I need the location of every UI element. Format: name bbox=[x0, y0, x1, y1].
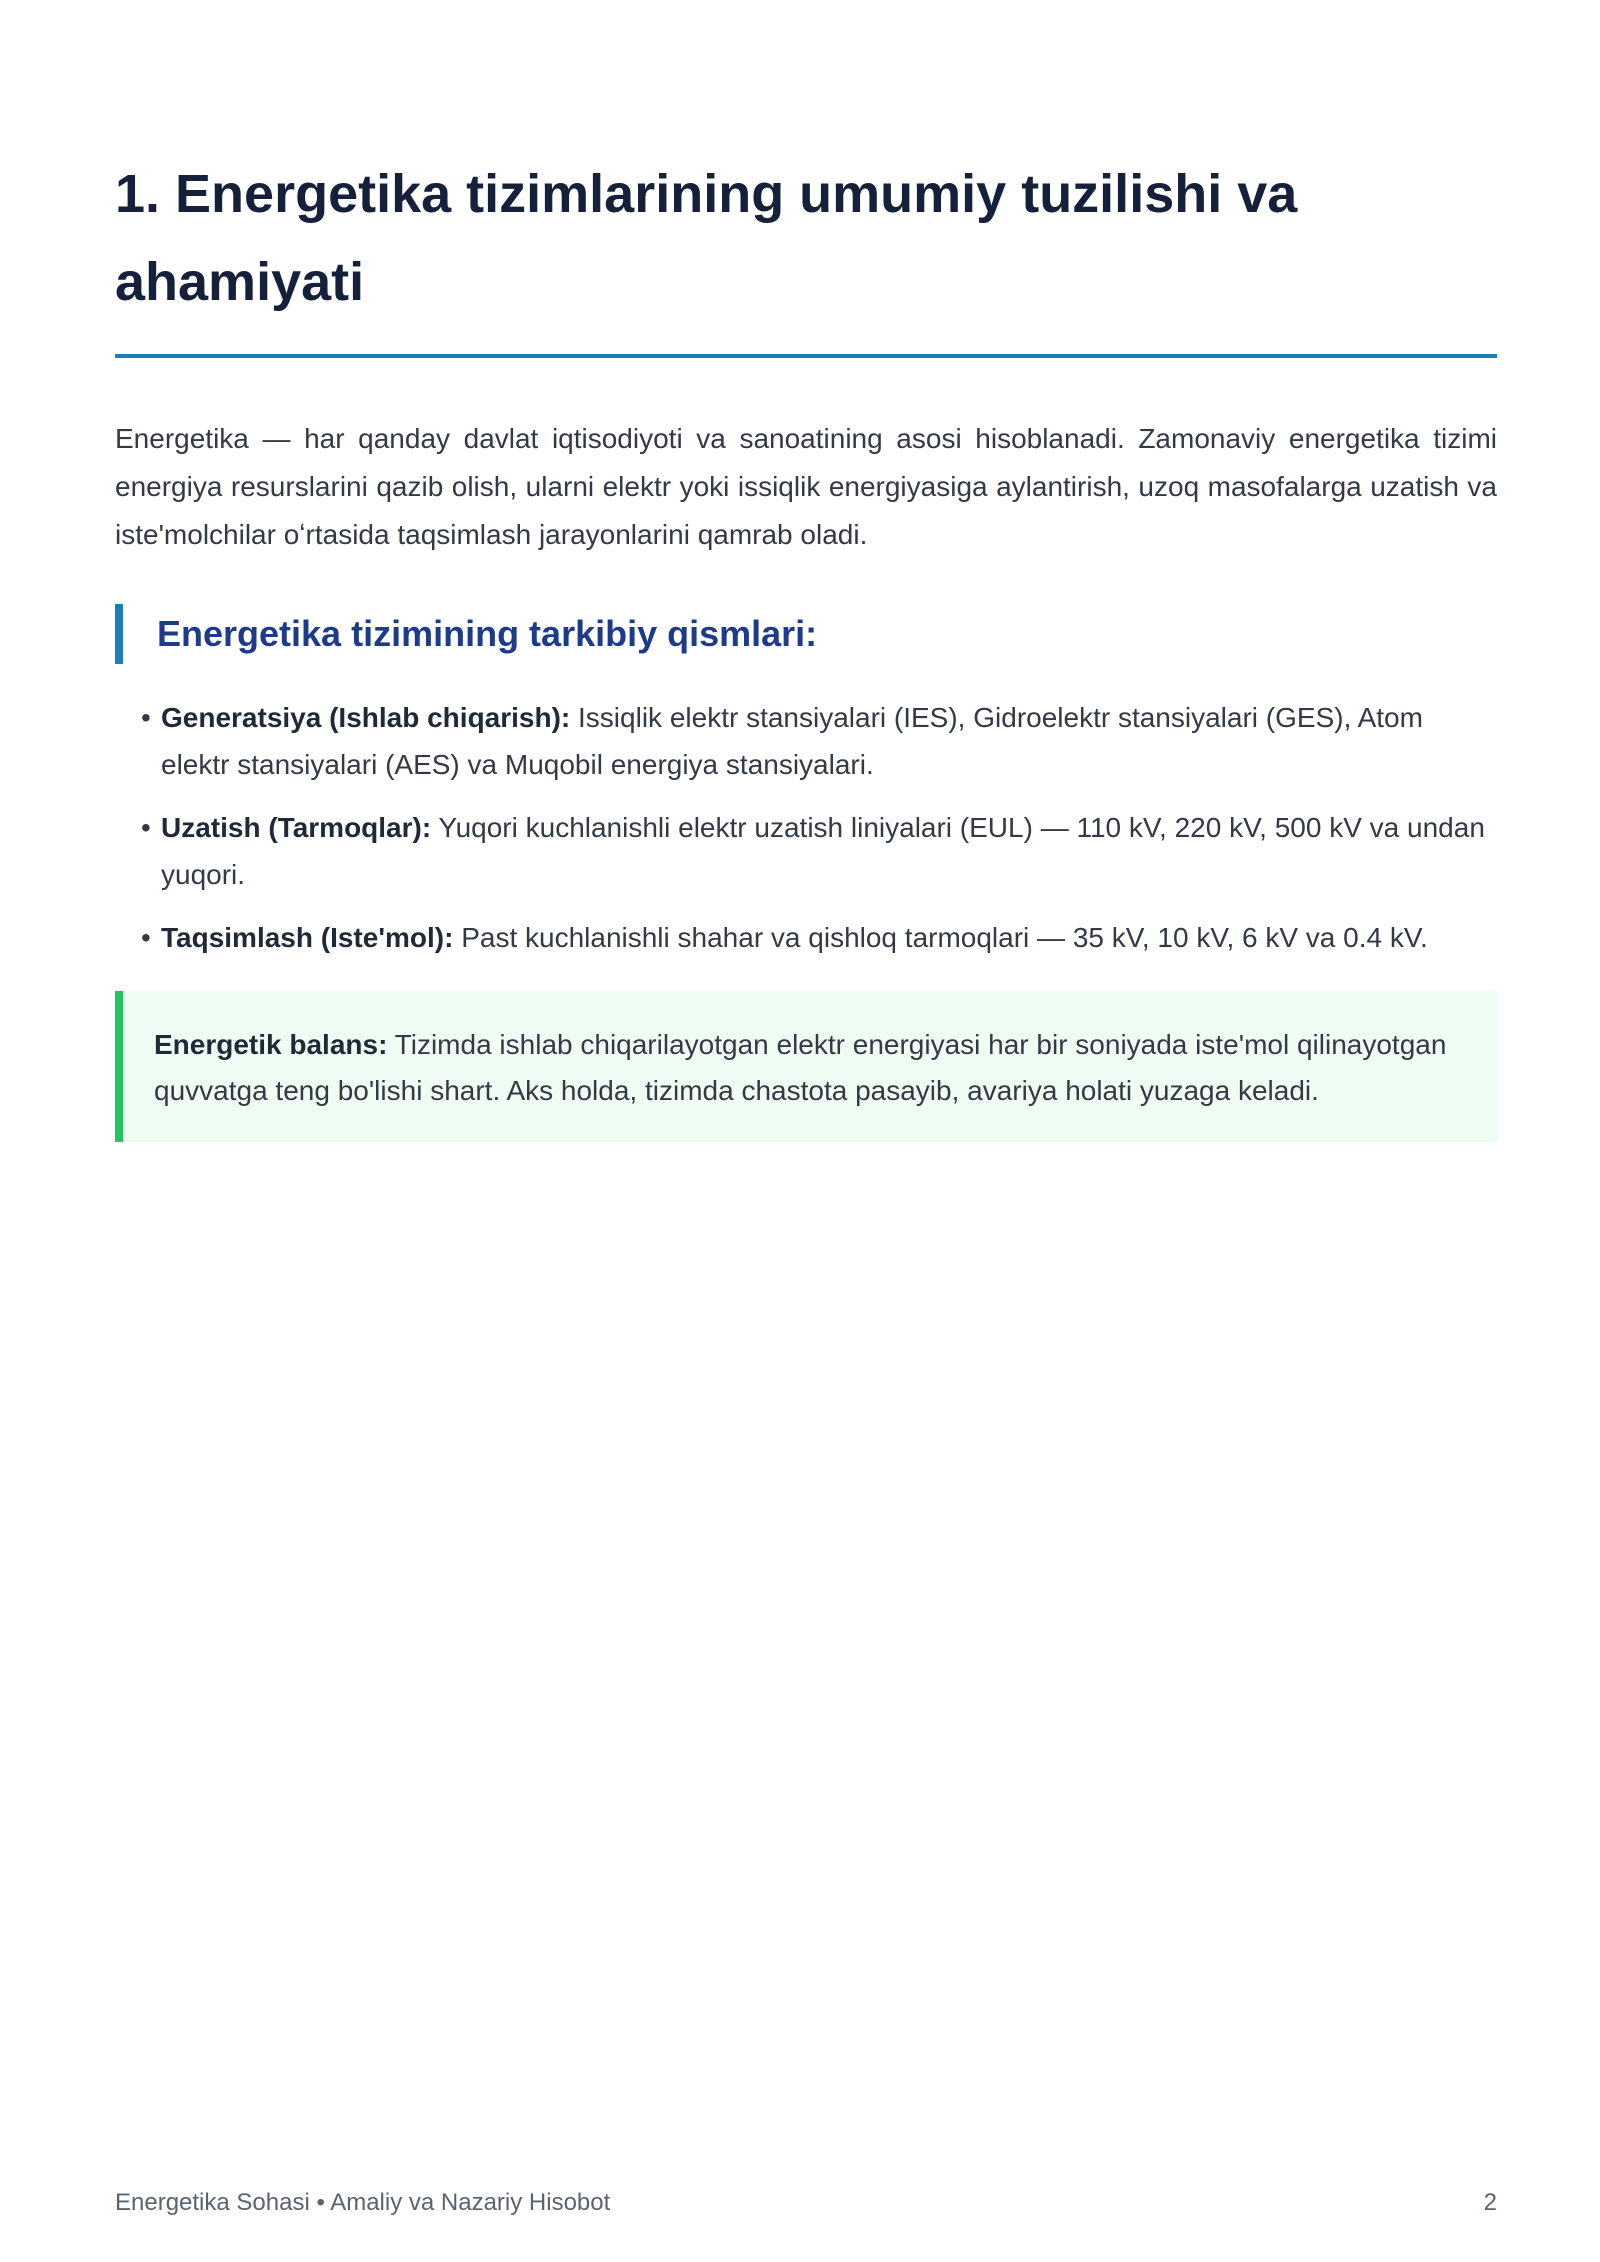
list-item-term: Generatsiya (Ishlab chiqarish): bbox=[161, 702, 571, 733]
footer-title: Energetika Sohasi • Amaliy va Nazariy Hisobot bbox=[115, 2189, 611, 2216]
list-item-text: Yuqori kuchlanishli elektr uzatish liniyalari (EUL) — 110 kV, 220 kV, 500 kV va undan yuqori. bbox=[161, 812, 1485, 890]
list-item-text: Past kuchlanishli shahar va qishloq tarmoqlari — 35 kV, 10 kV, 6 kV va 0.4 kV. bbox=[453, 922, 1428, 953]
note-term: Energetik balans: bbox=[154, 1029, 388, 1060]
document-page bbox=[115, 150, 1497, 1142]
list-item-term: Uzatish (Tarmoqlar): bbox=[161, 812, 432, 843]
list-item bbox=[141, 804, 1497, 898]
note-text: Tizimda ishlab chiqarilayotgan elektr energiyasi har bir soniyada iste'mol qilinayotgan quvvatga teng bo'lishi shart. Aks holda, tizimda chastota pasayib, avariya holati yuzaga keladi. bbox=[154, 1029, 1447, 1106]
list-item bbox=[141, 694, 1497, 788]
page-footer bbox=[115, 2188, 1497, 2218]
bullet-icon: • bbox=[141, 812, 151, 843]
section-subheading: Energetika tizimining tarkibiy qismlari: bbox=[115, 604, 1497, 664]
page-number: 2 bbox=[1483, 2189, 1497, 2216]
bullet-icon: • bbox=[141, 702, 151, 733]
list-item bbox=[141, 914, 1497, 961]
list-item-term: Taqsimlash (Iste'mol): bbox=[161, 922, 454, 953]
bullet-icon: • bbox=[141, 922, 151, 953]
intro-paragraph: Energetika — har qanday davlat iqtisodiyoti va sanoatining asosi hisoblanadi. Zamonaviy energetika tizimi energiya resurslarini qazib olish, ularni elektr yoki issiqlik energiyasiga aylantirish, uzoq masofalarga uzatish va iste'molchilar oʻrtasida taqsimlash jarayonlarini qamrab oladi. bbox=[115, 423, 1497, 550]
components-list bbox=[115, 694, 1497, 961]
energy-balance-note bbox=[115, 991, 1497, 1142]
page-title: 1. Energetika tizimlarining umumiy tuzilishi va ahamiyati bbox=[115, 150, 1497, 358]
list-item-text: Issiqlik elektr stansiyalari (IES), Gidroelektr stansiyalari (GES), Atom elektr stansiyalari (AES) va Muqobil energiya stansiyalari. bbox=[161, 702, 1423, 780]
